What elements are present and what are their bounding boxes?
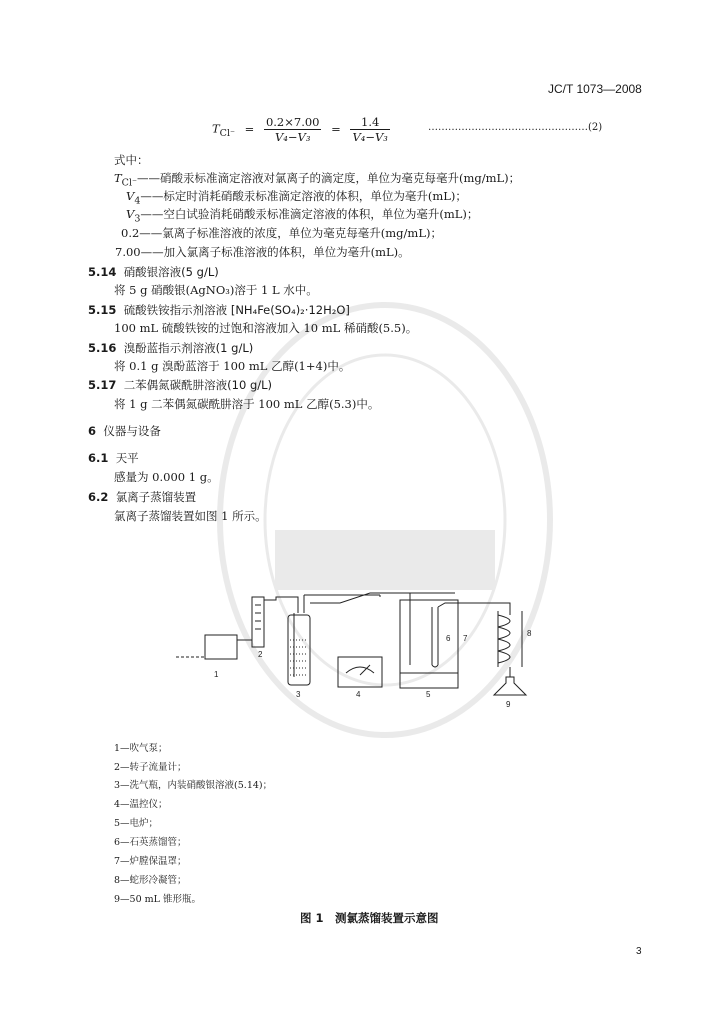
section-body-5-17: 将 1 g 二苯偶氮碳酰肼溶于 100 mL 乙醇(5.3)中。 [114,397,380,411]
section-heading-6-2: 6.2 氯离子蒸馏装置 [88,490,197,504]
fraction-2-denominator: V₄−V₃ [352,130,388,144]
coil-condenser [498,615,510,663]
definition-symbol: V [126,189,135,203]
figure-label-8: 8 [527,629,532,638]
fraction-1 [264,115,322,144]
electric-heater [400,673,458,688]
equation [212,115,390,144]
figure-label-5: 5 [426,690,431,699]
definition-subscript: 4 [134,195,141,207]
section-body-6-2: 氯离子蒸馏装置如图 1 所示。 [114,509,267,523]
legend-item: 4—温控仪； [114,799,168,810]
figure-label-4: 4 [356,690,361,699]
distillation-apparatus-diagram [170,585,550,715]
section-heading-5-16: 5.16 溴酚蓝指示剂溶液(1 g/L) [88,341,254,355]
definition-symbol: V [126,207,135,221]
eq-lhs: T [212,121,220,136]
definition-symbol: T [114,171,122,185]
definition-row [126,188,467,206]
figure-label-7: 7 [463,634,468,643]
definition-symbol: 7.00 [115,245,141,259]
figure-caption: 图 1 测氯蒸馏装置示意图 [300,911,439,925]
air-pump [205,635,237,659]
definition-subscript: 3 [134,213,141,225]
figure-label-9: 9 [506,700,511,709]
figure-label-3: 3 [296,690,301,699]
definition-text: ——标定时消耗硝酸汞标准滴定溶液的体积，单位为毫升(mL)； [140,189,467,203]
legend-item: 1—吹气泵； [114,743,168,754]
definition-symbol: 0.2 [121,226,140,240]
definition-text: ——硝酸汞标准滴定溶液对氯离子的滴定度，单位为毫克每毫升(mg/mL)； [137,171,521,185]
definition-text: ——空白试验消耗硝酸汞标准滴定溶液的体积，单位为毫升(mL)； [140,207,479,221]
standard-code: JC/T 1073—2008 [548,82,642,96]
fraction-1-numerator: 0.2×7.00 [265,115,320,129]
furnace [400,600,458,688]
legend-item: 2—转子流量计； [114,762,187,773]
figure-label-6: 6 [446,634,451,643]
eq-equals-1: = [244,121,255,136]
section-heading-6-1: 6.1 天平 [88,451,139,465]
section-heading-5-17: 5.17 二苯偶氮碳酰肼溶液(10 g/L) [88,378,273,392]
temperature-controller [338,657,382,687]
definition-row [126,206,478,224]
definition-row [115,244,410,260]
page-number: 3 [636,946,642,957]
where-label: 式中： [114,153,149,167]
legend-item: 5—电炉； [114,818,159,829]
equation-number: …………………………………………(2) [428,122,603,133]
section-heading-5-14: 5.14 硝酸银溶液(5 g/L) [88,265,219,279]
chapter-heading-6: 6 仪器与设备 [88,424,161,438]
definition-text: ——氯离子标准溶液的浓度，单位为毫克每毫升(mg/mL)； [139,226,442,240]
definition-row [114,170,520,188]
legend-item: 6—石英蒸馏管； [114,837,187,848]
eq-lhs-sub: Cl⁻ [219,127,235,139]
definition-text: ——加入氯离子标准溶液的体积，单位为毫升(mL)。 [140,245,410,259]
figure-label-2: 2 [258,650,263,659]
section-body-5-15: 100 mL 硫酸铁铵的过饱和溶液加入 10 mL 稀硝酸(5.5)。 [114,321,418,335]
fraction-2 [350,115,389,144]
section-heading-5-15: 5.15 硫酸铁铵指示剂溶液 [NH₄Fe(SO₄)₂·12H₂O] [88,303,350,317]
fraction-2-numerator: 1.4 [350,115,389,130]
eq-equals-2: = [331,121,341,136]
figure-label-1: 1 [214,670,219,679]
section-body-5-16: 将 0.1 g 溴酚蓝溶于 100 mL 乙醇(1+4)中。 [114,359,351,373]
legend-item: 3—洗气瓶，内装硝酸银溶液(5.14)； [114,780,273,791]
definition-row [121,225,442,241]
conical-flask [494,677,526,695]
legend-item: 7—炉膛保温罩； [114,856,187,867]
definition-subscript: Cl⁻ [121,177,137,189]
fraction-1-denominator: V₄−V₃ [274,130,311,144]
section-body-6-1: 感量为 0.000 1 g。 [114,470,219,484]
legend-item: 9—50 mL 锥形瓶。 [114,894,201,905]
legend-item: 8—蛇形冷凝管； [114,875,187,886]
section-body-5-14: 将 5 g 硝酸银(AgNO₃)溶于 1 L 水中。 [114,283,318,297]
